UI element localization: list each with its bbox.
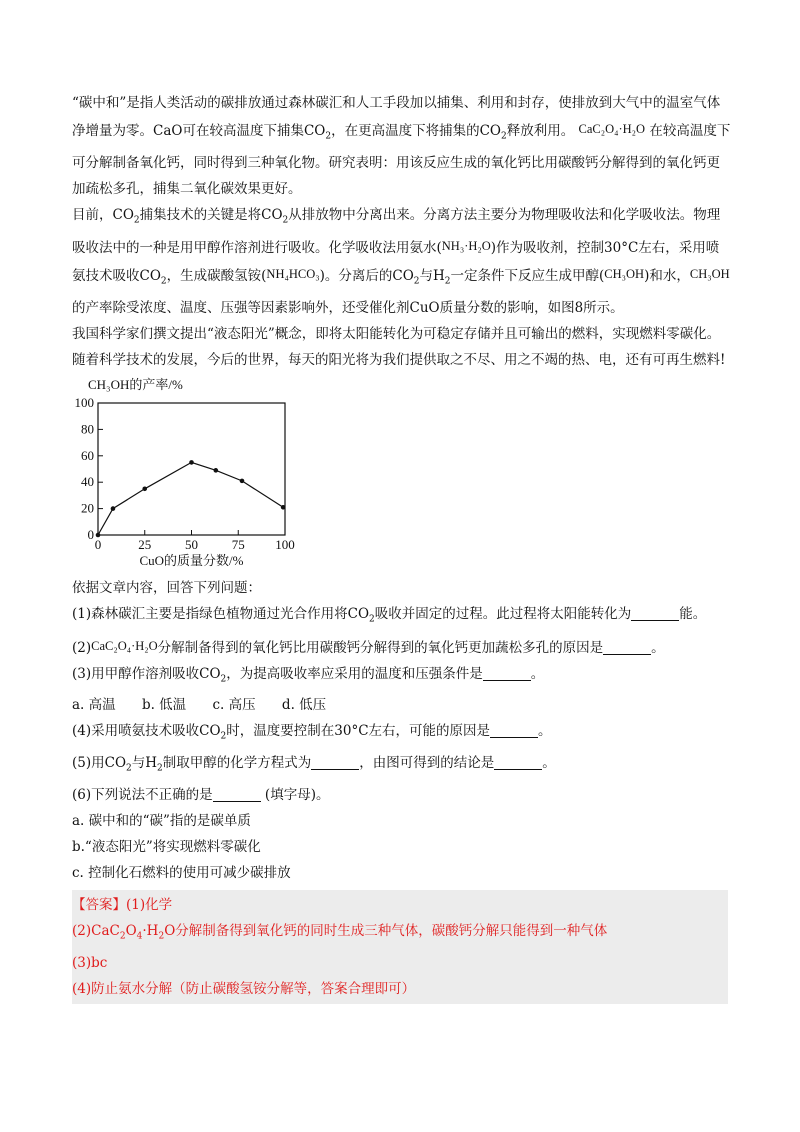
text: 。	[651, 639, 665, 656]
y-tick-label: 100	[74, 395, 94, 411]
text: (5)用CO	[72, 755, 127, 772]
y-tick-label: 80	[81, 421, 94, 437]
option-b: b. 低温	[141, 697, 187, 714]
formula-ch3oh: CH₃OH	[689, 267, 730, 282]
subscript: 2	[220, 732, 227, 743]
text: (填字母)。	[264, 786, 330, 803]
x-tick-label: 50	[185, 537, 198, 553]
methanol-yield-chart	[72, 375, 332, 571]
formula-cac2o4: CaC₂O₄·H₂O	[91, 638, 158, 653]
text: 制取甲醇的化学方程式为	[162, 755, 312, 772]
text: ·H	[142, 922, 159, 939]
answer-blank[interactable]	[311, 755, 359, 770]
answer-label: 【答案】	[72, 896, 126, 913]
answer-2	[72, 918, 728, 950]
data-point	[240, 479, 245, 484]
subscript: 2	[220, 674, 227, 685]
article-paragraph-2	[72, 202, 732, 321]
answer-blank[interactable]	[631, 606, 679, 621]
text: 在较高温度下可分解制备氧化钙，同时得到三种氧化物。研究表明：用该反应生成的氧化钙比用碳酸钙分解得到的氧化钙更加疏松多孔，捕集二氧化碳效果更好。	[72, 123, 731, 197]
answer-blank[interactable]	[603, 640, 651, 655]
y-tick-label: 0	[87, 527, 94, 543]
text: 时，温度要控制在30°C左右，可能的原因是	[226, 723, 491, 740]
option-a: a. 高温	[72, 697, 116, 714]
article-paragraph-1	[72, 90, 732, 202]
text: O	[125, 922, 137, 939]
x-tick-label: 0	[94, 537, 102, 553]
x-tick-label: 25	[138, 537, 152, 553]
option-c: c. 高压	[212, 697, 256, 714]
text: ，由图可得到的结论是	[359, 755, 495, 772]
question-3	[72, 661, 732, 693]
series-line	[98, 462, 283, 535]
question-6	[72, 782, 732, 808]
text: (4)采用喷氨技术吸收CO	[72, 723, 221, 740]
text: 吸收并固定的过程。此过程将太阳能转化为	[374, 606, 632, 623]
subscript: 2	[160, 277, 167, 288]
question-5	[72, 750, 732, 782]
data-point	[214, 468, 219, 473]
subscript: 4	[136, 931, 143, 942]
text: ，为提高吸收率应采用的温度和压强条件是	[226, 665, 483, 682]
data-point	[281, 505, 286, 510]
question-1	[72, 601, 732, 633]
x-tick-label: 75	[231, 537, 245, 553]
text: )和水，	[644, 268, 690, 285]
plot-frame	[98, 403, 285, 535]
subscript: 2	[500, 131, 507, 142]
text: 一定条件下反应生成甲醇(	[450, 268, 605, 285]
text: (2)CaC	[72, 922, 120, 939]
text: 分解制备得到的氧化钙比用碳酸钙分解得到的氧化钙更加蔬松多孔的原因是	[157, 639, 604, 656]
chart-svg	[72, 375, 332, 571]
text: (3)用甲醇作溶剂吸收CO	[72, 665, 221, 682]
option-d: d. 低压	[281, 697, 327, 714]
formula-nh3h2o: NH₃·H₂O	[441, 239, 491, 254]
text: 从排放物中分离出来。分离方法主要分为物理吸收法和化学吸收法。物理吸收法中的一种是用甲醇作溶剂进行吸收。化学吸收法用氨水(	[72, 206, 721, 257]
text: 。	[538, 723, 552, 740]
data-point	[142, 487, 147, 492]
formula-cac2o4: CaC₂O₄·H₂O	[578, 122, 646, 136]
subscript: 2	[325, 131, 332, 142]
subscript: 2	[369, 614, 375, 625]
formula-ch3oh: CH₃OH	[604, 267, 645, 282]
text: 目前，CO	[72, 206, 134, 223]
text: )。分离后的CO	[319, 268, 414, 285]
question-6-option-c: c. 控制化石燃料的使用可减少碳排放	[72, 864, 291, 881]
subscript: 2	[282, 215, 289, 226]
text: 。	[530, 665, 545, 682]
answer-1	[72, 892, 728, 918]
subscript: 2	[413, 277, 420, 288]
answer-4: (4)防止氨水分解（防止碳酸氢铵分解等，答案合理即可）	[72, 980, 416, 997]
text: 释放利用。	[506, 123, 575, 139]
subscript: 2	[157, 763, 163, 774]
data-point	[111, 506, 116, 511]
text: “碳中和”是指人类活动的碳排放通过森林碳汇和人工手段加以捕集、利用和封存，使排放到大气中的温室气体净增量为零。CaO可在较高温度下捕集CO	[72, 95, 721, 139]
subscript: 2	[126, 763, 132, 774]
y-tick-label: 20	[81, 500, 94, 516]
text: O分解制备得到氧化钙的同时生成三种气体，碳酸钙分解只能得到一种气体	[164, 922, 608, 939]
y-axis-label: CH₃OH的产率/%	[88, 377, 183, 393]
answer-blank[interactable]	[213, 787, 261, 802]
text: 捕集技术的关键是将CO	[139, 206, 283, 223]
answer-blank[interactable]	[483, 666, 531, 681]
text: (1)森林碳汇主要是指绿色植物通过光合作用将CO	[72, 606, 370, 623]
text: ，在更高温度下将捕集的CO	[331, 123, 501, 139]
question-3-options	[72, 692, 732, 718]
question-4	[72, 718, 732, 750]
data-point	[96, 533, 101, 538]
answer-blank[interactable]	[490, 723, 538, 738]
answer-section	[72, 890, 728, 1004]
y-tick-label: 40	[81, 474, 94, 490]
x-axis-label: CuO的质量分数/%	[139, 553, 244, 569]
text: 与H	[131, 755, 158, 772]
x-tick-label: 100	[275, 537, 295, 553]
answer-3: (3)bc	[72, 954, 108, 971]
y-tick-label: 60	[81, 447, 94, 463]
text: (2)	[72, 639, 92, 656]
subscript: 2	[158, 931, 165, 942]
data-point	[189, 460, 194, 465]
subscript: 2	[119, 931, 126, 942]
text: 能。	[679, 606, 707, 623]
text: )作为吸收剂，控制30°C左右，采用喷氨技术吸收CO	[72, 240, 720, 285]
answer-blank[interactable]	[494, 755, 542, 770]
text: ，生成碳酸氢铵(	[166, 268, 267, 285]
text: 的产率除受浓度、温度、压强等因素影响外，还受催化剂CuO质量分数的影响，如图8所示。	[72, 300, 624, 317]
question-6-option-a: a. 碳中和的“碳”指的是碳单质	[72, 812, 251, 829]
text: (6)下列说法不正确的是	[72, 786, 213, 803]
question-2	[72, 633, 732, 661]
subscript: 2	[444, 277, 451, 288]
text: 。	[542, 755, 556, 772]
question-6-option-b: b.“液态阳光”将实现燃料零碳化	[72, 838, 261, 855]
document-page	[72, 90, 732, 1004]
formula-nh4hco3: NH₄HCO₃	[266, 267, 320, 282]
article-paragraph-3: 我国科学家们撰文提出“液态阳光”概念，即将太阳能转化为可稳定存储并且可输出的燃料，实现燃料零碳化。随着科学技术的发展，今后的世界，每天的阳光将为我们提供取之不尽、用之不竭的热、电，还有可再生燃料!	[72, 326, 726, 369]
questions-intro: 依据文章内容，回答下列问题：	[72, 580, 261, 597]
text: 与H	[419, 268, 445, 285]
subscript: 2	[133, 215, 140, 226]
text: (1)化学	[126, 896, 173, 913]
